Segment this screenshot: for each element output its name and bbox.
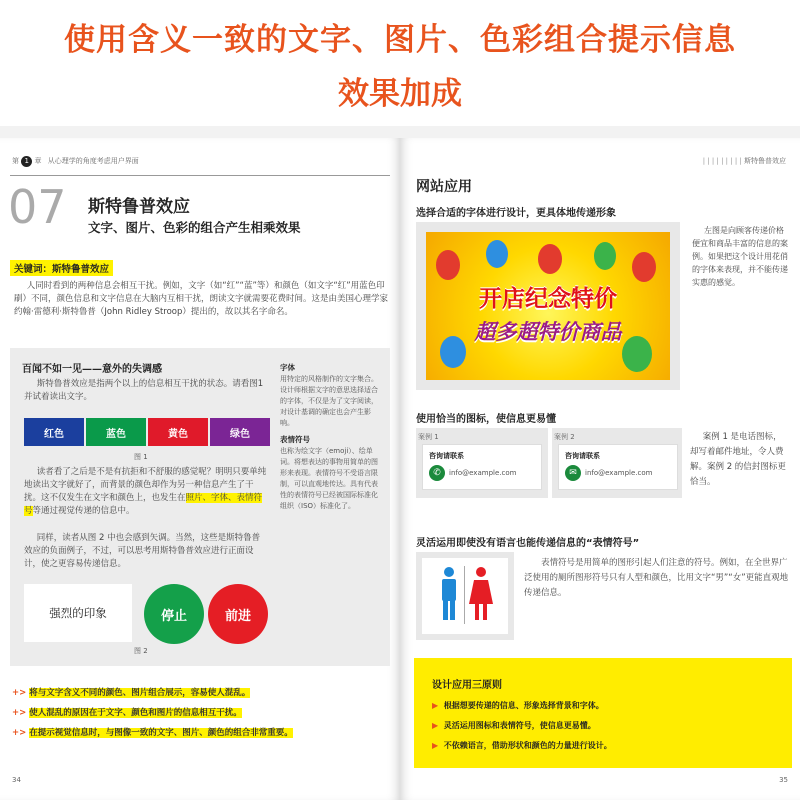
chapter-label: 第 bbox=[12, 157, 19, 165]
heading-icons: 使用恰当的图标，使信息更易懂 bbox=[416, 414, 556, 425]
arrow-icon: +> bbox=[12, 708, 30, 718]
balloon-icon bbox=[486, 240, 508, 268]
side-note-emoji-title: 表情符号 bbox=[280, 435, 310, 444]
principle-2 bbox=[432, 720, 596, 731]
page-number-left: 34 bbox=[12, 776, 21, 784]
impression-card: 强烈的印象 bbox=[24, 584, 132, 642]
right-page bbox=[400, 138, 800, 800]
section-number: 07 bbox=[8, 180, 67, 234]
icons-description: 案例 1 是电话图标，却写着邮件地址，令人费解。案例 2 的信封图标更恰当。 bbox=[690, 432, 786, 487]
running-head-right: | | | | | | | | | 斯特鲁普效应 bbox=[702, 157, 786, 165]
sale-description: 左图是向顾客传递价格便宜和商品丰富的信息的案例。如果把这个设计用花俏的字体来表现，并不能传递实惠的感觉。 bbox=[692, 226, 788, 287]
balloon-icon bbox=[436, 250, 460, 280]
page-subtitle: 文字、图片、色彩的组合产生相乘效果 bbox=[88, 220, 301, 235]
balloon-icon bbox=[632, 252, 656, 282]
box-paragraph-1: 斯特鲁普效应是指两个以上的信息相互干扰的状态。请看图1并试着读出文字。 bbox=[24, 379, 264, 402]
bullet-3-text: 在提示视觉信息时，与图像一致的文字、图片、颜色的组合非常重要。 bbox=[29, 728, 293, 738]
header-rule bbox=[10, 175, 390, 176]
stop-circle: 停止 bbox=[144, 584, 204, 644]
case-1-contact: 咨询请联系 bbox=[429, 452, 464, 460]
principles-box bbox=[414, 658, 792, 768]
case-2-email: info@example.com bbox=[585, 469, 653, 477]
page-number-right: 35 bbox=[779, 776, 788, 784]
color-word-2: 蓝色 bbox=[86, 418, 146, 446]
sale-text-line1: 开店纪念特价 bbox=[479, 286, 617, 312]
arrow-icon: +> bbox=[12, 728, 30, 738]
keyword-label: 关键词：斯特鲁普效应 bbox=[10, 260, 113, 276]
sale-text-line2: 超多超特价商品 bbox=[474, 320, 622, 344]
principle-3-text: 不依赖语言，借助形状和颜色的力量进行设计。 bbox=[443, 741, 612, 750]
sale-image bbox=[426, 232, 670, 380]
arrow-icon: ▶ bbox=[432, 741, 444, 750]
phone-icon: ✆ bbox=[429, 465, 445, 481]
banner-title-line1: 使用含义一致的文字、图片、色彩组合提示信息 bbox=[64, 22, 736, 58]
case-2-contact: 咨询请联系 bbox=[565, 452, 600, 460]
go-circle: 前进 bbox=[208, 584, 268, 644]
restroom-sign bbox=[422, 558, 508, 634]
envelope-icon: ✉ bbox=[565, 465, 581, 481]
box-paragraph-2 bbox=[24, 466, 268, 518]
banner-title-line2: 效果加成 bbox=[338, 76, 462, 112]
color-word-4: 绿色 bbox=[210, 418, 270, 446]
heading-emoji: 灵活运用即使没有语言也能传递信息的“表情符号” bbox=[416, 538, 640, 549]
running-head: 从心理学的角度考虑用户界面 bbox=[47, 157, 139, 165]
color-word-3: 黄色 bbox=[148, 418, 208, 446]
case-1-label: 案例 1 bbox=[418, 433, 439, 441]
arrow-icon: +> bbox=[12, 688, 30, 698]
figure-1-caption: 图 1 bbox=[134, 453, 148, 461]
chapter-header bbox=[12, 156, 139, 167]
balloon-icon bbox=[594, 242, 616, 270]
box-p2-text-a: 读者看了之后是不是有抗拒和不舒服的感觉呢？明明只要单纯地读出文字就好了，而背景的颜色却作为另一种信息产生了干扰。这不仅发生在文字和颜色上，也发生在 bbox=[24, 467, 267, 503]
heading-fonts: 选择合适的字体进行设计，更具体地传递形象 bbox=[416, 208, 616, 219]
running-head-text: 斯特鲁普效应 bbox=[744, 157, 786, 165]
box-paragraph-3: 同样，读者从图 2 中也会感到矢调。当然，这些是斯特鲁普效应的负面例子，不过，可以思考用斯特鲁普效应进行正面设计，使之更容易传递信息。 bbox=[24, 533, 261, 569]
case-1-email: info@example.com bbox=[449, 469, 517, 477]
bullet-3 bbox=[12, 726, 293, 738]
female-icon bbox=[469, 567, 493, 620]
figure-2-caption: 图 2 bbox=[134, 647, 148, 655]
box-p2-highlight: 照片、字体、表情符号 bbox=[24, 493, 263, 516]
side-note-emoji-text: 也称为绘文字（emoji）、绘单词。将想表达的事物用简单的图形来表现。表情符号不受语言限制，可以直观地传达。具有代表性的表情符号已经被国际标准化组织（ISO）标准化了。 bbox=[280, 447, 378, 510]
restroom-icon bbox=[422, 558, 508, 634]
chapter-suffix: 章 bbox=[34, 157, 42, 165]
principle-2-text: 灵活运用图标和表情符号，使信息更易懂。 bbox=[443, 721, 596, 730]
bullet-1 bbox=[12, 686, 250, 698]
arrow-icon: ▶ bbox=[432, 721, 444, 730]
bullet-1-text: 将与文字含义不同的颜色、图片组合展示，容易使人混乱。 bbox=[29, 688, 251, 698]
emoji-description: 表情符号是用简单的图形引起人们注意的符号。例如，在全世界广泛使用的厕所图形符号只有人型和颜色，比用文字“男”“女”更能直观地传递信息。 bbox=[524, 558, 789, 598]
case-2-card bbox=[558, 444, 678, 490]
arrow-icon: ▶ bbox=[432, 701, 444, 710]
balloon-icon bbox=[538, 244, 562, 274]
side-note-font-text: 用特定的风格制作的文字集合。设计师根据文字的意思选择适合的字体，不仅是为了文字阅读，对设计基调的确定也会产生影响。 bbox=[280, 375, 378, 427]
box-p2-text-b: 等通过视觉传递的信息中。 bbox=[32, 506, 135, 516]
page-title: 斯特鲁普效应 bbox=[88, 197, 190, 217]
side-note-font-title: 字体 bbox=[280, 363, 295, 372]
chapter-number: 1 bbox=[21, 156, 32, 167]
male-icon bbox=[442, 567, 456, 620]
principle-1 bbox=[432, 700, 604, 711]
section-heading: 网站应用 bbox=[416, 179, 472, 195]
principle-1-text: 根据想要传递的信息、形象选择背景和字体。 bbox=[443, 701, 604, 710]
color-word-1: 红色 bbox=[24, 418, 84, 446]
principles-title: 设计应用三原则 bbox=[432, 680, 502, 691]
case-2-label: 案例 2 bbox=[554, 433, 575, 441]
bullet-2 bbox=[12, 706, 242, 718]
divider bbox=[464, 566, 465, 624]
principle-3 bbox=[432, 740, 612, 751]
left-page bbox=[0, 138, 400, 800]
box-title: 百闻不如一见——意外的失调感 bbox=[22, 364, 162, 375]
bullet-2-text: 使人混乱的原因在于文字、颜色和图片的信息相互干扰。 bbox=[29, 708, 242, 718]
case-1-card bbox=[422, 444, 542, 490]
intro-paragraph: 人同时看到的两种信息会相互干扰。例如，文字（如“红”“蓝”等）和颜色（如文字“红”用蓝色印刷）不同，颜色信息和文字信息在大脑内互相干扰，朗读文字就需要花费时间。这是由美国心理学家约翰·雷德利·斯特鲁普（John Ridley Stroop）提出的，故以其名字命名。 bbox=[14, 281, 389, 317]
